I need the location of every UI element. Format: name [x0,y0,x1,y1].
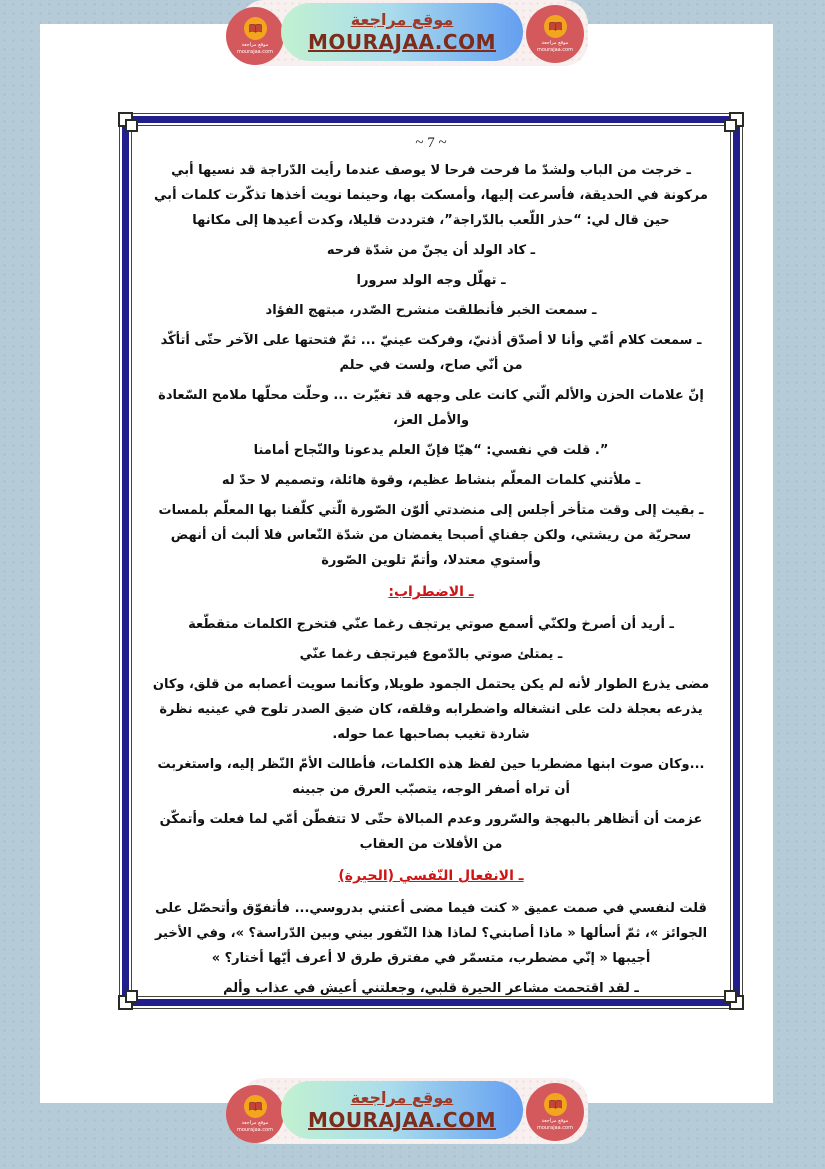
site-name-arabic[interactable]: موقع مراجعة [350,10,454,30]
badge-caption [237,1120,273,1133]
badge-site-domain: mourajaa.com [236,48,273,55]
paragraph: مضى يذرع الطوار لأنه لم يكن يحتمل الجمود طويلا, وكأنما سويت أعصابه من قلق، وكان يذرعه بعجلة دلت على انشغاله واضطرابه وقلقه، كان ضيق الصدر تلوح في عينيه نظرة شاردة تغيب بصاحبها عما حوله. [152,677,710,742]
site-domain-link[interactable]: MOURAJAA.COM [308,1107,496,1132]
site-link-pill[interactable] [281,1081,523,1139]
site-logo-badge [526,5,584,63]
paragraph: ...وكان صوت ابنها مضطربا حين لفظ هذه الكلمات، فأطالت الأمّ النّظر إليه، واستغربت أن تراه أصفر الوجه، يتصبّب العرق من جبينه [157,757,705,797]
book-icon [244,17,267,40]
badge-site-name: موقع مراجعة [541,40,569,47]
book-icon [544,1093,567,1116]
page-number: ~ 7 ~ [415,135,447,151]
site-banner-top [224,0,588,70]
frame-corner-ornament [729,112,744,127]
document-frame [122,116,740,1006]
document-content [129,123,733,999]
paragraph: ـ أريد أن أصرخ ولكنّي أسمع صوتي يرتجف رغما عنّي فتخرج الكلمات متقطّعة [188,617,674,632]
site-logo-badge [226,1085,284,1143]
site-banner-bottom [224,1078,588,1148]
frame-corner-ornament [118,112,133,127]
paragraph: ـ سمعت الخبر فأنطلقت منشرح الصّدر، مبتهج الفؤاد [265,303,597,318]
badge-site-domain: mourajaa.com [536,46,573,53]
paragraph: ـ كاد الولد أن يجنّ من شدّة فرحه [326,243,536,258]
paragraph: ـ ملأتني كلمات المعلّم بنشاط عظيم، وقوة هائلة، وتصميم لا حدّ له [221,473,641,488]
paragraph: إنّ علامات الحزن والألم الّتي كانت على وجهه قد تغيّرت ... وحلّت محلّها ملامح السّعادة والأمل العز، [158,388,704,428]
section-heading: ـ الاضطراب: [388,584,474,600]
badge-caption [537,40,573,53]
paragraph: قلت لنفسي في صمت عميق « كنت فيما مضى أعتني بدروسي... فأتفوّق وأتحصّل على الجوائز »، ثمّ أسألها « ماذا أصابني؟ لماذا هذا النّفور بيني وبين الدّراسة؟ »، وفي الأخير أجيبها « إنّي مضطرب، متسمّر في مفترق طرق لا أعرف أيّها أختار؟ » [154,901,708,966]
badge-caption [537,1118,573,1131]
paragraph: ـ لقد اقتحمت مشاعر الحيرة قلبي، وجعلتني أعيش في عذاب وألم [223,981,639,996]
site-domain-link[interactable]: MOURAJAA.COM [308,29,496,54]
site-name-arabic[interactable]: موقع مراجعة [350,1088,454,1108]
badge-site-name: موقع مراجعة [541,1118,569,1125]
book-icon [244,1095,267,1118]
badge-site-domain: mourajaa.com [536,1124,573,1131]
site-link-pill[interactable] [281,3,523,61]
frame-corner-ornament [118,995,133,1010]
badge-site-name: موقع مراجعة [241,1120,269,1127]
paragraph: ـ يمتلئ صوتي بالدّموع فيرتجف رغما عنّي [299,647,563,662]
paragraph: ـ تهلّل وجه الولد سرورا [356,273,506,288]
site-logo-badge [526,1083,584,1141]
site-logo-badge [226,7,284,65]
book-icon [544,15,567,38]
paragraph: عزمت أن أتظاهر بالبهجة والسّرور وعدم المبالاة حتّى لا تتفطّن أمّي لما فعلت وأتمكّن من الأفلات من العقاب [159,812,703,852]
paragraph: ـ سمعت كلام أمّي وأنا لا أصدّق أذنيّ، وفركت عينيّ ... ثمّ فتحتها على الآخر حتّى أتأكّد من أنّي صاح، ولست في حلم [160,333,702,373]
document-paragraphs [151,158,711,1001]
section-heading: ـ الانفعال النّفسي (الحيرة) [338,868,524,884]
paragraph: ”. قلت في نفسي: “هيّا فإنّ العلم يدعونا والنّجاح أمامنا [253,443,609,458]
paragraph: ـ خرجت من الباب ولشدّ ما فرحت فرحا لا يوصف عندما رأيت الدّراجة قد نسيها أبي مركونة في الحديقة، فأسرعت إليها، وأمسكت بها، وحينما نويت أخذها تذكّرت كلمات أبي حين قال لي: “حذر اللّعب بالدّراجة”، فترددت قليلا، وكدت أعيدها إلى مكانها [154,163,708,228]
badge-site-domain: mourajaa.com [236,1126,273,1133]
badge-caption [237,42,273,55]
frame-corner-ornament [729,995,744,1010]
badge-site-name: موقع مراجعة [241,42,269,49]
paragraph: ـ بقيت إلى وقت متأخر أجلس إلى منضدتي ألوّن الصّورة الّتي كلّفنا بها المعلّم بلمسات سحريّة من ريشتي، ولكن جفناي أصبحا يغمضان من شدّة النّعاس فلا ألبث أن أنهض وأستوي معتدلا، وأتمّ تلوين الصّورة [158,503,704,568]
